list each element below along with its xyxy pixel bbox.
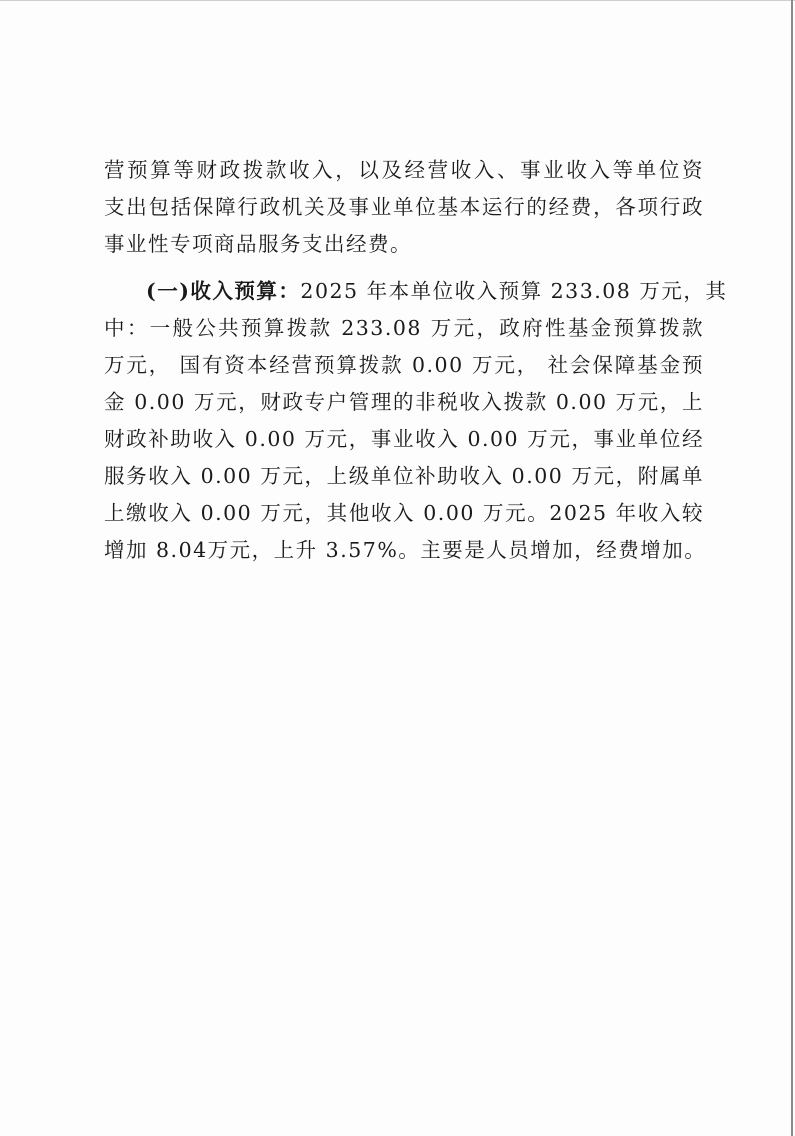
section-first-line-text: 2025 年本单位收入预算 233.08 万元，其 bbox=[300, 279, 728, 303]
paragraph-line: 营预算等财政拨款收入，以及经营收入、事业收入等单位资 bbox=[104, 158, 704, 182]
paragraph-line: 增加 8.04万元，上升 3.57%。主要是人员增加，经费增加。 bbox=[104, 538, 707, 562]
paragraph-line: 支出包括保障行政机关及事业单位基本运行的经费，各项行政 bbox=[104, 195, 704, 219]
paragraph-line: 万元， 国有资本经营预算拨款 0.00 万元， 社会保障基金预 bbox=[104, 353, 704, 377]
scan-right-edge bbox=[791, 0, 793, 1136]
paragraph-line: 事业性专项商品服务支出经费。 bbox=[104, 232, 412, 256]
paragraph-line: 上缴收入 0.00 万元，其他收入 0.00 万元。2025 年收入较 bbox=[104, 501, 704, 525]
document-body bbox=[104, 152, 728, 569]
paragraph-line: 服务收入 0.00 万元，上级单位补助收入 0.00 万元，附属单 bbox=[104, 464, 704, 488]
paragraph-line: 金 0.00 万元，财政专户管理的非税收入拨款 0.00 万元，上 bbox=[104, 390, 704, 414]
paragraph-line: 中：一般公共预算拨款 233.08 万元，政府性基金预算拨款 bbox=[104, 316, 704, 340]
scan-top-edge bbox=[0, 0, 795, 1]
section-first-line bbox=[104, 273, 728, 310]
paragraph-line: 财政补助收入 0.00 万元，事业收入 0.00 万元，事业单位经 bbox=[104, 427, 704, 451]
section-heading: (一)收入预算： bbox=[146, 279, 301, 303]
paragraph-gap bbox=[104, 263, 704, 273]
